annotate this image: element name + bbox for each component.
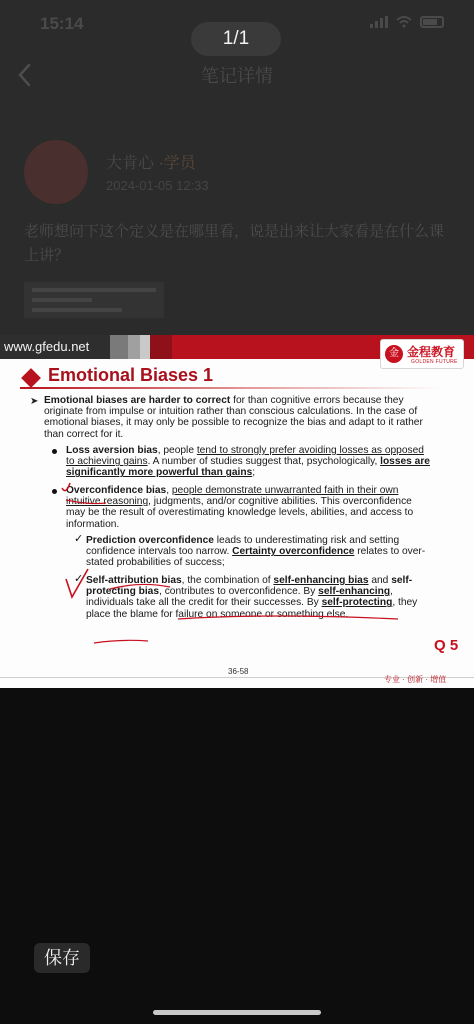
signal-icon	[370, 16, 388, 28]
post-timestamp: 2024-01-05 12:33	[106, 178, 209, 193]
certainty-overconfidence-term: Certainty overconfidence	[232, 546, 355, 558]
overconfidence-paragraph: Overconfidence bias, people demonstrate unwarranted faith in their own intuitive reasoning, judgments, and/or cognitive abilities. This overconfidence may be the result of overestimating knowledge levels, abilities, and access to information.	[66, 485, 414, 530]
loss-aversion-term: Loss aversion bias	[66, 445, 158, 456]
self-enhancing-bias-term: self-enhancing bias	[273, 575, 369, 586]
brand-name: 金程教育	[407, 345, 456, 359]
wifi-icon	[396, 16, 412, 28]
check-icon: ✓	[74, 573, 84, 585]
self-attribution-paragraph: Self-attribution bias, the combination of self-enhancing bias and self-protecting bias, contributes to overconfidence. By self-enhancing, individuals take all the credit for their successes. By self-protecting, they place the blame for failure on someone or something else.	[86, 575, 418, 620]
question-text: 老师想问下这个定义是在哪里看，说是出来让大家看是在什么课上讲？	[24, 223, 445, 264]
self-protecting-bias-term: self-protecting bias	[86, 575, 413, 598]
self-enhancing-term: self-enhancing	[318, 586, 391, 598]
loss-aversion-underline-1: tend to strongly prefer avoiding losses as opposed to achieving gains	[66, 445, 424, 468]
arrow-bullet-icon: ➤	[30, 396, 39, 407]
page-title: 笔记详情	[201, 66, 273, 86]
author-name-text: 大肯心	[106, 155, 155, 172]
status-time: 15:14	[40, 14, 84, 33]
intro-lead: Emotional biases are harder to correct	[44, 395, 231, 406]
intro-paragraph	[44, 395, 436, 440]
overconfidence-term: Overconfidence bias	[66, 485, 167, 496]
loss-aversion-paragraph: Loss aversion bias, people tend to strongly prefer avoiding losses as opposed to achieving gains. A number of studies suggest that, psychologically, losses are significantly more powerful than gains;	[66, 445, 430, 479]
bullet-dot-icon	[52, 489, 57, 494]
brand-english-name: GOLDEN FUTURE	[411, 359, 458, 365]
title-underline	[20, 387, 440, 389]
intro-rest: for than cognitive errors because they originate from impulse or intuition rather than conscious calculations. In the case of emotional biases, it may only be possible to recognize the bias and adapt to it rather than correct for it.	[44, 395, 423, 440]
prediction-overconfidence-paragraph: Prediction overconfidence leads to underestimating risk and setting confidence intervals too narrow. Certainty overconfidence relates to over-stated probabilities of success;	[86, 535, 426, 569]
author-role: ·学员	[158, 155, 196, 172]
home-indicator[interactable]	[153, 1010, 321, 1015]
self-attribution-term: Self-attribution bias	[86, 575, 182, 586]
slide-title: Emotional Biases 1	[48, 365, 214, 385]
avatar[interactable]	[24, 140, 88, 204]
slide-image[interactable]	[0, 335, 474, 688]
loss-aversion-underline-2: losses are significantly more powerful than gains	[66, 456, 430, 479]
image-thumbnail[interactable]	[24, 282, 164, 318]
image-counter: 1/1	[191, 22, 281, 56]
status-icons	[370, 16, 444, 28]
overconfidence-underline: people demonstrate unwarranted faith in their own intuitive reasoning	[66, 485, 399, 508]
footer-slogan: 专业 · 创新 · 增值	[384, 675, 447, 684]
prediction-overconfidence-term: Prediction overconfidence	[86, 535, 214, 546]
diamond-icon	[21, 368, 41, 388]
brand-logo-icon: 金	[385, 345, 403, 363]
author-name	[106, 150, 196, 173]
battery-icon	[420, 16, 444, 28]
check-icon: ✓	[74, 533, 84, 545]
slide-url: www.gfedu.net	[4, 339, 90, 354]
slide-page-number: 36-58	[228, 667, 249, 676]
bullet-dot-icon	[52, 449, 57, 454]
brand-logo-box	[380, 339, 464, 369]
question-label: Q 5	[434, 637, 459, 654]
save-button[interactable]: 保存	[34, 943, 90, 973]
self-protecting-term: self-protecting	[321, 597, 393, 609]
